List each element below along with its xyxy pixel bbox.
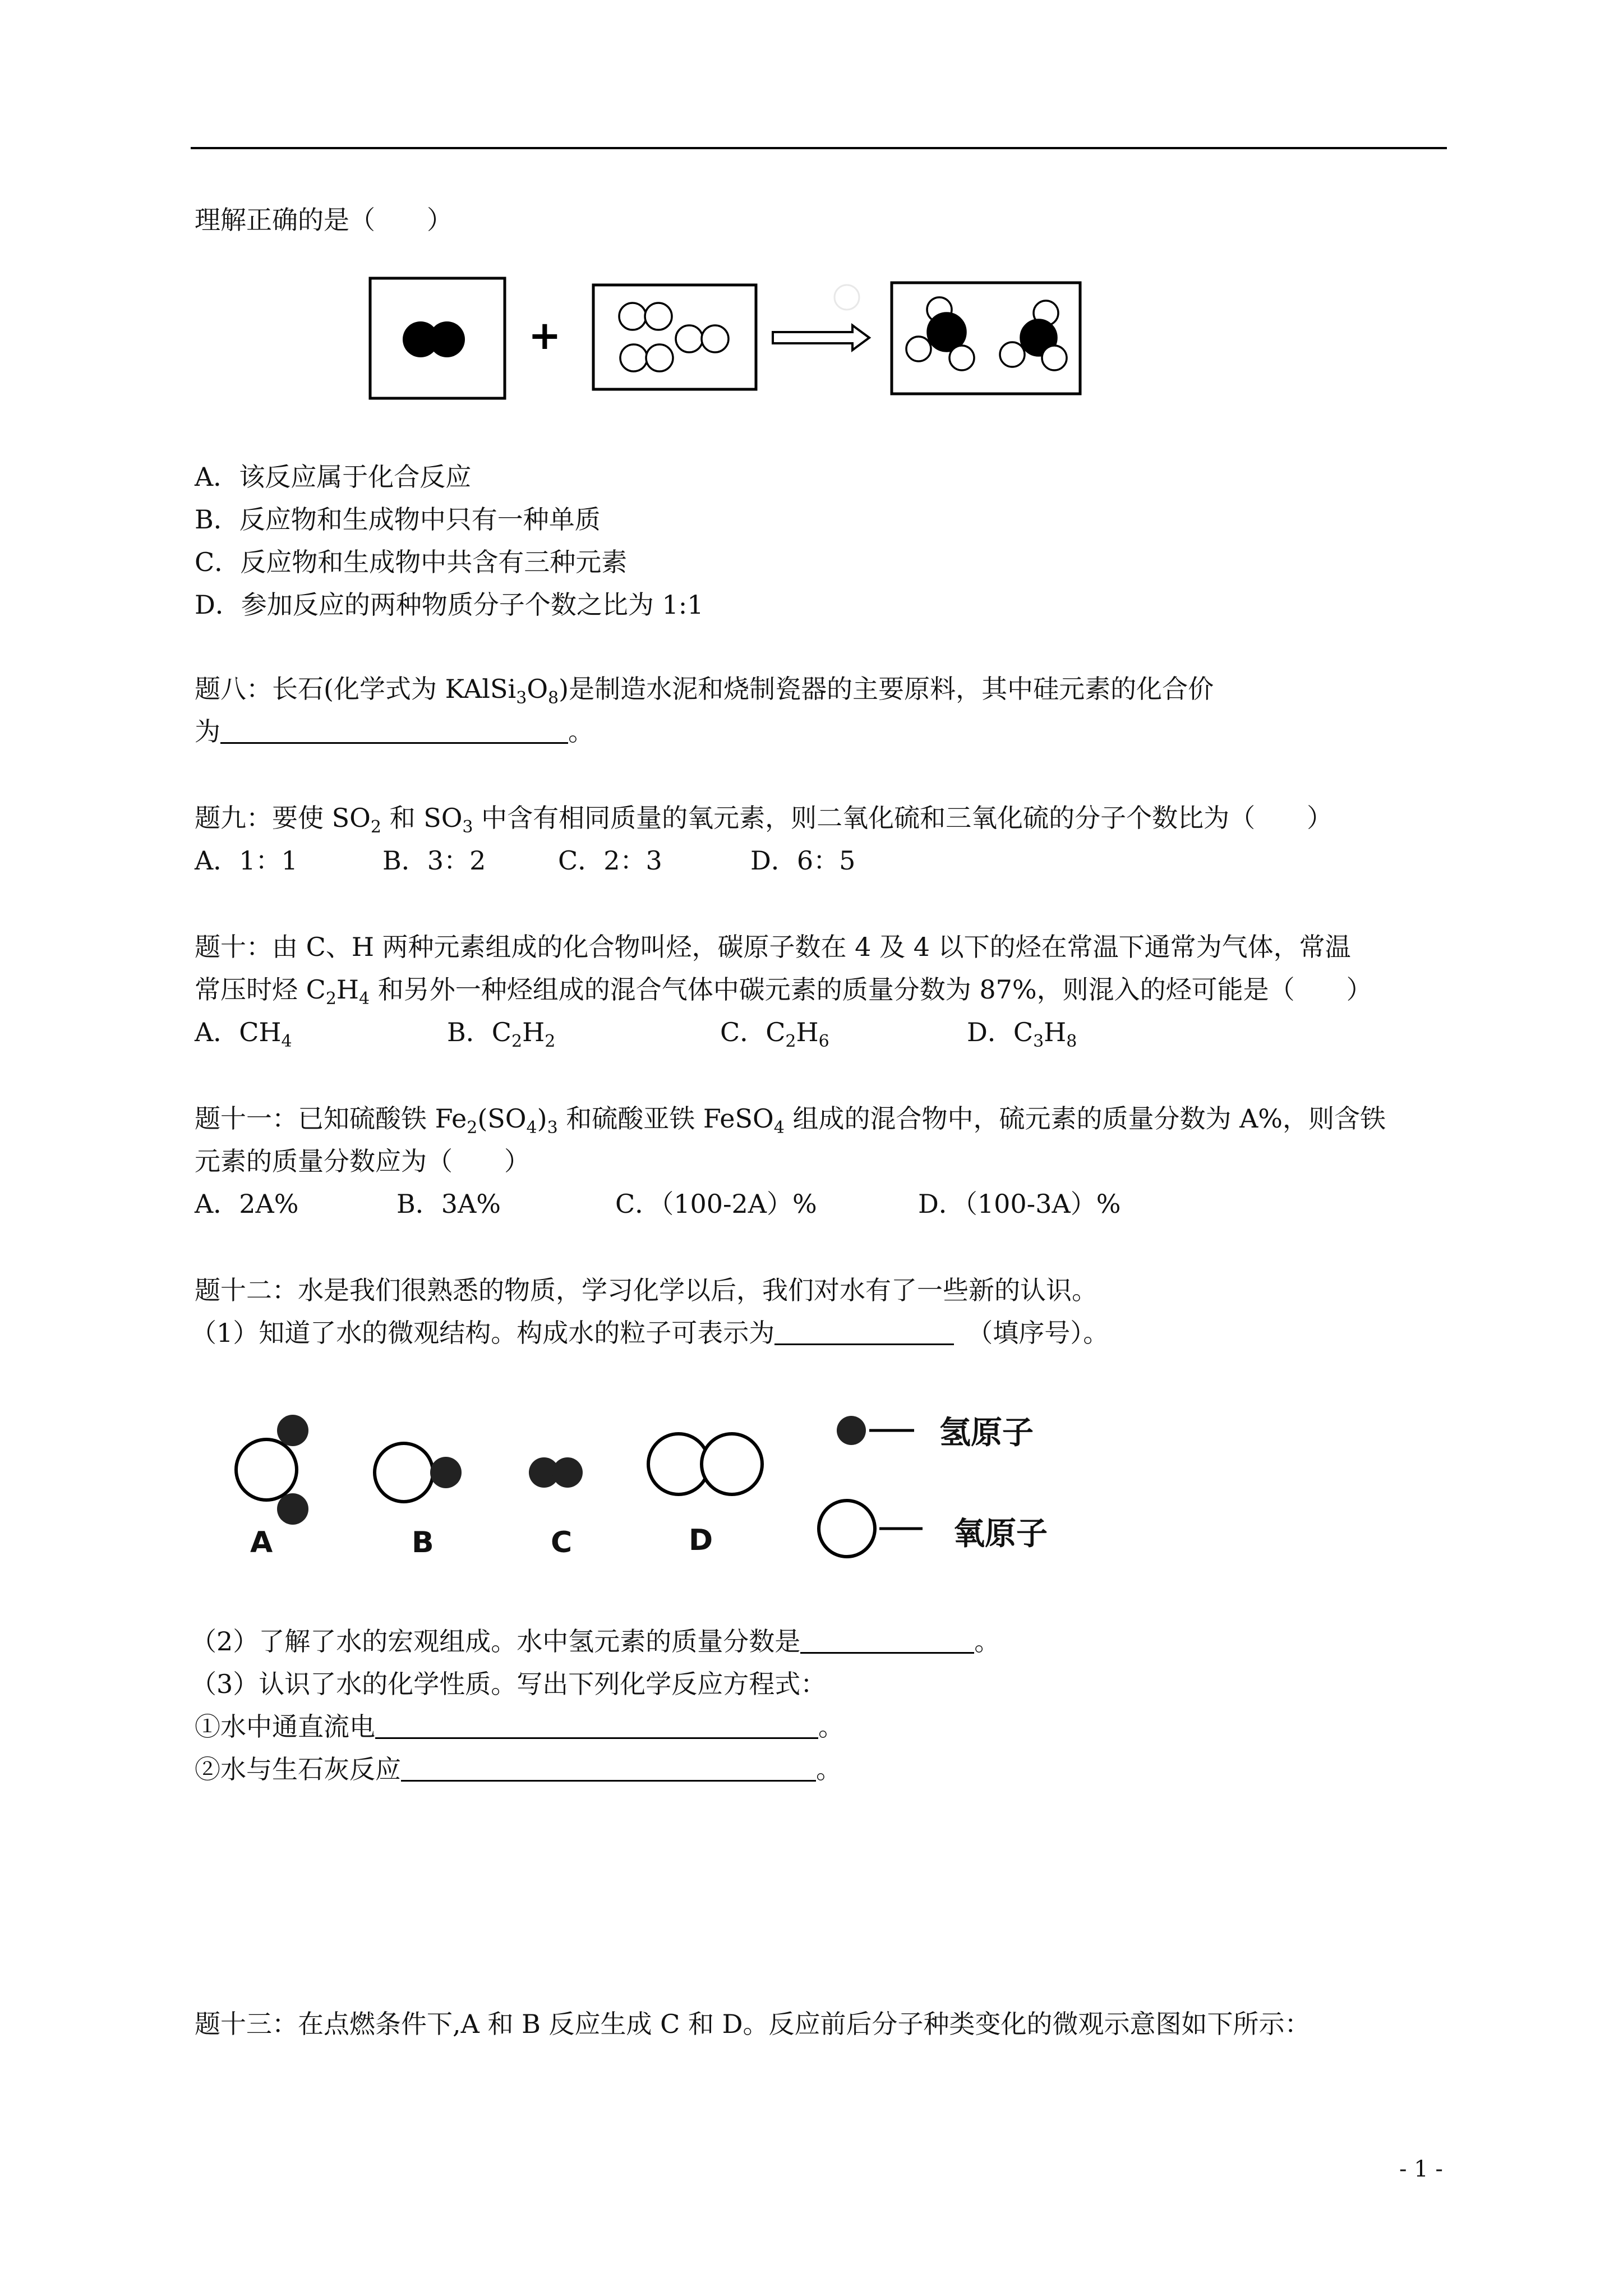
answer-blank[interactable] [220,717,568,744]
answer-blank[interactable] [401,1755,816,1782]
q7-option-d: D．参加反应的两种物质分子个数之比为 1:1 [195,590,704,620]
q11-options: A．2A% B．3A% C．（100-2A）% D．（100-3A）% [195,1189,1121,1219]
answer-blank[interactable] [375,1713,818,1739]
plus-sign: + [528,312,561,358]
q12-part3: （3）认识了水的化学性质。写出下列化学反应方程式： [191,1669,827,1699]
q10-options [195,1015,1077,1059]
q10-line2: 常压时烃 $C_2H_4$ 和另外一种烃组成的混合气体中碳元素的质量分数为 87%，则混入的烃可能是（ ） [195,974,1372,1009]
figure-label-b: B [412,1526,434,1559]
figure-label-c: C [551,1526,573,1559]
figure-label-a: A [250,1526,273,1559]
q10-option-a: A．$CH_4$ [195,1017,292,1051]
q8-line2: 为 。 [195,716,594,747]
option-d-particle [648,1434,762,1494]
black-atom [429,321,465,357]
q10-option-d: D．$C_3H_8$ [967,1017,1077,1051]
reaction-arrow [773,325,869,350]
option-b-particle [375,1443,462,1502]
q10-option-b: B．$C_2H_2$ [447,1017,556,1051]
q13-stem: 题十三：在点燃条件下,A 和 B 反应生成 C 和 D。反应前后分子种类变化的微观示意图如下所示： [195,2009,1311,2039]
q9-options: A．1：1 B．3：2 C．2：3 D．6：5 [195,845,856,876]
figure-label-d: D [689,1524,713,1557]
legend-hydrogen-label: 氢原子 [939,1415,1034,1451]
q12-eq1: ①水中通直流电 。 [195,1711,844,1742]
page-number: - 1 - [1399,2156,1443,2182]
q12-part2: （2）了解了水的宏观组成。水中氢元素的质量分数是 。 [191,1626,1000,1657]
answer-blank[interactable] [800,1627,974,1654]
option-a-particle [236,1415,308,1525]
q12-title: 题十二：水是我们很熟悉的物质，学习化学以后，我们对水有了一些新的认识。 [195,1275,1098,1305]
header-rule [191,147,1447,149]
reactant-box-2 [593,285,756,389]
q12-eq2: ②水与生石灰反应 。 [195,1754,842,1784]
q10-option-c: C．$C_2H_6$ [720,1017,829,1051]
answer-blank[interactable] [774,1319,954,1345]
q9-stem: 题九：要使 $SO_2$ 和 $SO_3$ 中含有相同质量的氧元素，则二氧化硫和三氧化硫的分子个数比为（ ） [195,803,1333,837]
q7-option-b: B．反应物和生成物中只有一种单质 [195,504,601,535]
q7-option-a: A．该反应属于化合反应 [195,462,472,492]
option-c-particle [529,1457,583,1488]
legend-hydrogen [837,1416,914,1445]
q11-line1: 题十一：已知硫酸铁 $Fe_2(SO_4)_3$ 和硫酸亚铁 FeSO$_4$ 组成的混合物中，硫元素的质量分数为 A%，则含铁 [195,1103,1386,1138]
legend-oxygen-label: 氧原子 [953,1516,1048,1552]
q8-line1: 题八：长石(化学式为 $KAlSi_3O_8$)是制造水泥和烧制瓷器的主要原料，其中硅元素的化合价 [195,674,1214,708]
q7-reaction-diagram [359,269,1099,404]
q11-line2: 元素的质量分数应为（ ） [195,1146,530,1176]
q7-option-c: C．反应物和生成物中共含有三种元素 [195,547,628,577]
q10-line1: 题十：由 C、H 两种元素组成的化合物叫烃，碳原子数在 4 及 4 以下的烃在常温下通常为气体，常温 [195,932,1351,962]
legend-oxygen [819,1501,923,1557]
q7-stem: 理解正确的是（ ） [195,205,453,235]
q12-part1: （1）知道了水的微观结构。构成水的粒子可表示为 （填序号）。 [191,1318,1109,1348]
